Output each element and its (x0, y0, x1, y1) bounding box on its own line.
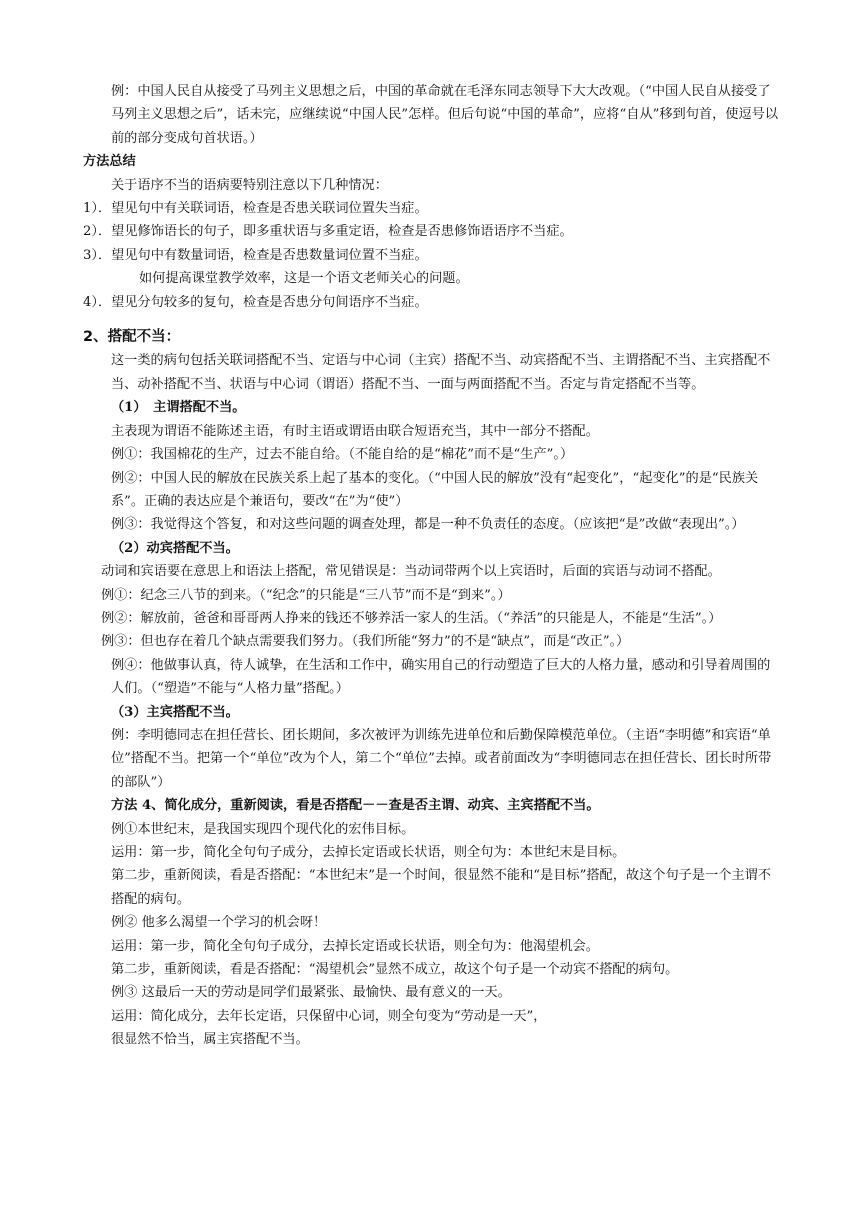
summary-heading: 方法总结 (83, 154, 136, 170)
subsection-desc-1: 主表现为谓语不能陈述主语，有时主语或谓语由联合短语充当，其中一部分不搭配。 (111, 423, 599, 439)
summary-item-1: 1）．望见句中有关联词语，检查是否患关联词位置失当症。 (83, 201, 428, 217)
section-intro: 这一类的病句包括关联词搭配不当、定语与中心词（主宾）搭配不当、动宾搭配不当、主谓搭配不当、主宾搭配不当、动补搭配不当、状语与中心词（谓语）搭配不当、一面与两面搭配不当。否定与肯定搭配不当等。 (111, 353, 771, 392)
document-body (83, 80, 779, 1052)
example-3-1: 例：李明德同志在担任营长、团长期间，多次被评为训练先进单位和后勤保障模范单位。（主语“李明德”和宾语“单位”搭配不当。把第一个“单位”改为个人，第二个“单位”去掉。或者前面改为“李明德同志在担任营长、团长时所带的部队”） (111, 727, 772, 790)
method-line: 很显然不恰当，属主宾搭配不当。 (111, 1032, 309, 1048)
example-1-2: 例②：中国人民的解放在民族关系上起了基本的变化。（“中国人民的解放”没有“起变化”，“起变化”的是“民族关系”。正确的表达应是个兼语句，要改“在”为“使”） (111, 470, 759, 509)
method-line: 运用：简化成分，去年长定语，只保留中心词，则全句变为“劳动是一天”， (111, 1008, 547, 1024)
example-1-3: 例③：我觉得这个答复，和对这些问题的调查处理，都是一种不负责任的态度。（应该把“是”改做“表现出”。） (111, 517, 745, 533)
summary-intro: 关于语序不当的语病要特别注意以下几种情况： (111, 177, 388, 193)
method-line: 运用：第一步，简化全句句子成分，去掉长定语或长状语，则全句为：他渴望机会。 (111, 938, 599, 954)
subsection-heading-2: （2）动宾搭配不当。 (111, 540, 239, 556)
subsection-heading-3: （3）主宾搭配不当。 (111, 704, 239, 720)
method-heading: 方法 4、简化成分，重新阅读，看是否搭配－－查是否主谓、动宾、主宾搭配不当。 (111, 798, 600, 814)
method-line: 第二步，重新阅读，看是否搭配：“渴望机会”显然不成立，故这个句子是一个动宾不搭配的病句。 (111, 962, 679, 978)
example-2-3: 例③：但也存在着几个缺点需要我们努力。（我们所能“努力”的不是“缺点”，而是“改正”。） (101, 634, 630, 650)
example-2-4: 例④：他做事认真，待人诚挚，在生活和工作中，确实用自己的行动塑造了巨大的人格力量，感动和引导着周围的人们。（“塑造”不能与“人格力量”搭配。） (111, 657, 771, 697)
section-heading: 2、搭配不当： (83, 329, 181, 346)
method-line: 例③ 这最后一天的劳动是同学们最紧张、最愉快、最有意义的一天。 (111, 985, 511, 1001)
method-line: 第二步，重新阅读，看是否搭配：“本世纪末”是一个时间，很显然不能和“是目标”搭配，故这个句子是一个主谓不搭配的病句。 (111, 868, 771, 907)
example-paragraph: 例：中国人民自从接受了马列主义思想之后，中国的革命就在毛泽东同志领导下大大改观。（“中国人民自从接受了马列主义思想之后”，话未完，应继续说“中国人民”怎样。但后句说“中国的革命”，应将“自从”移到句首，使逗号以前的部分变成句首状语。） (111, 84, 779, 146)
method-line: 运用：第一步，简化全句句子成分，去掉长定语或长状语，则全句为：本世纪末是目标。 (111, 845, 626, 860)
summary-item-4: 4）．望见分句较多的复句，检查是否患分句间语序不当症。 (83, 294, 428, 310)
subsection-desc-2: 动词和宾语要在意思上和语法上搭配，常见错误是：当动词带两个以上宾语时，后面的宾语与动词不搭配。 (101, 564, 721, 580)
method-line: 例①本世纪末，是我国实现四个现代化的宏伟目标。 (111, 821, 415, 837)
summary-item-3: 3）．望见句中有数量词语，检查是否患数量词位置不当症。 (83, 247, 428, 263)
example-1-1: 例①：我国棉花的生产，过去不能自给。（不能自给的是“棉花”而不是“生产”。） (111, 447, 574, 463)
example-2-1: 例①：纪念三八节的到来。（“纪念”的只能是“三八节”而不是“到来”。） (101, 587, 511, 603)
example-2-2: 例②：解放前，爸爸和哥哥两人挣来的钱还不够养活一家人的生活。（“养活”的只能是人，不能是“生活”。） (101, 610, 722, 626)
subsection-heading-1: （1） 主谓搭配不当。 (111, 400, 246, 416)
summary-note: 如何提高课堂教学效率，这是一个语文老师关心的问题。 (139, 271, 469, 287)
method-line: 例② 他多么渴望一个学习的机会呀！ (111, 915, 327, 931)
summary-item-2: 2）．望见修饰语长的句子，即多重状语与多重定语，检查是否患修饰语语序不当症。 (83, 224, 573, 240)
